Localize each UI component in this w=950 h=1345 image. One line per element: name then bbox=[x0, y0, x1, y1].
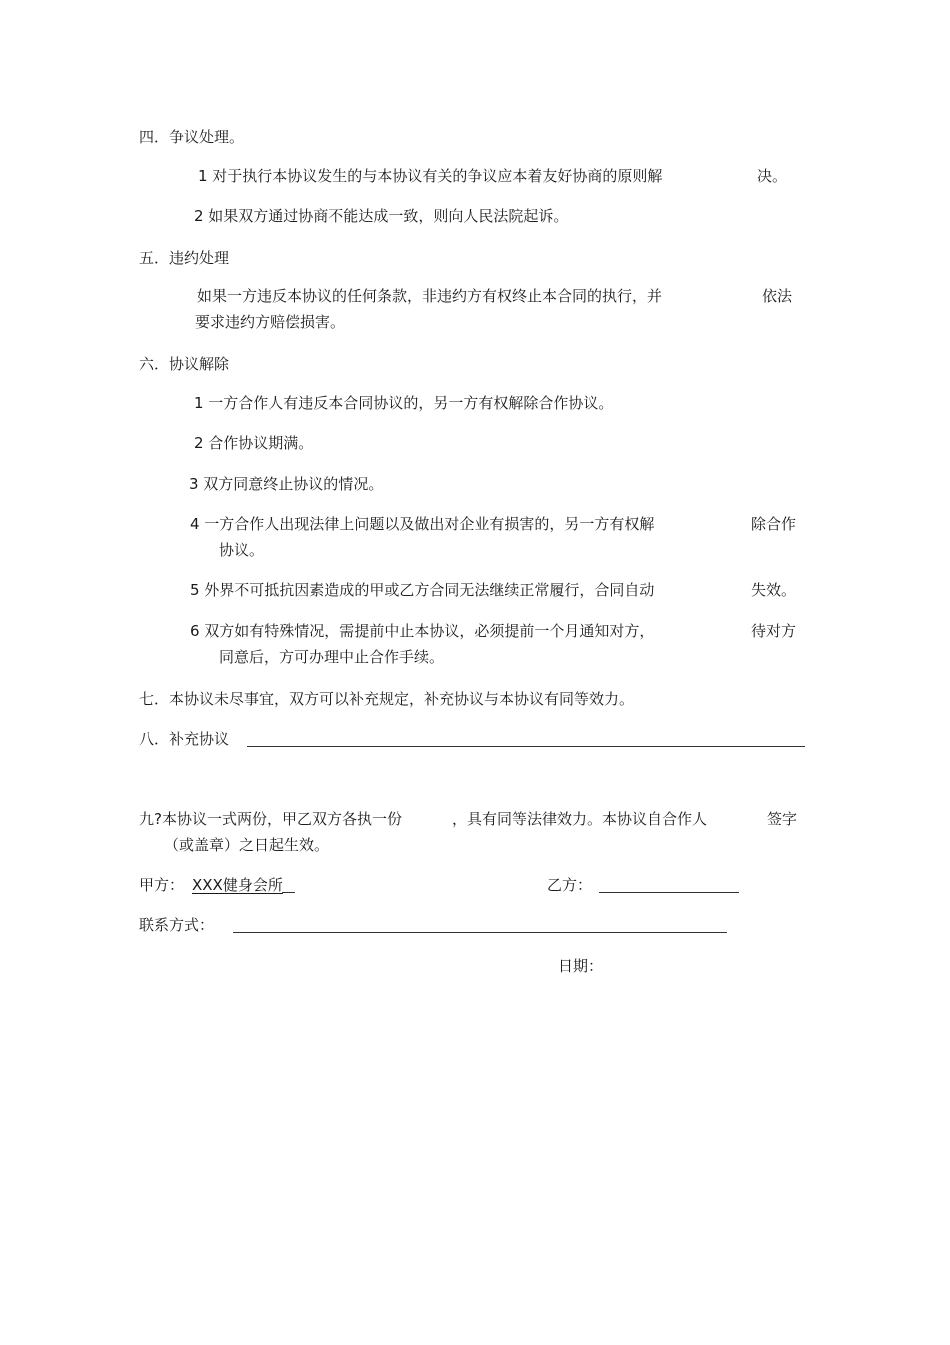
section6-item4-continued: 协议。 bbox=[219, 541, 265, 559]
contact-label: 联系方式： bbox=[139, 916, 215, 934]
section6-item5-tail: 失效。 bbox=[751, 581, 797, 599]
section6-item4-text: 4 一方合作人出现法律上问题以及做出对企业有损害的，另一方有权解 bbox=[190, 515, 655, 533]
section7-text: 七．本协议未尽事宜，双方可以补充规定，补充协议与本协议有同等效力。 bbox=[139, 690, 635, 708]
section5-text-continued: 要求违约方赔偿损害。 bbox=[195, 313, 346, 331]
party-a-label: 甲方： bbox=[139, 876, 185, 894]
section4-item1-text: 1 对于执行本协议发生的与本协议有关的争议应本着友好协商的原则解 bbox=[198, 167, 663, 185]
section6-item5-text: 5 外界不可抵抗因素造成的甲或乙方合同无法继续正常履行，合同自动 bbox=[190, 581, 655, 599]
section9-text: 九?本协议一式两份，甲乙双方各执一份 bbox=[139, 810, 402, 828]
section5-text: 如果一方违反本协议的任何条款，非违约方有权终止本合同的执行，并 bbox=[197, 287, 663, 305]
section4-item1-tail: 决。 bbox=[757, 167, 788, 185]
section9-text-middle: ，具有同等法律效力。本协议自合作人 bbox=[452, 810, 708, 828]
section6-item6-text: 6 双方如有特殊情况，需提前中止本协议，必须提前一个月通知对方， bbox=[190, 622, 655, 640]
party-b-blank-line bbox=[599, 892, 739, 893]
section6-heading: 六．协议解除 bbox=[139, 355, 230, 373]
section6-item3-text: 3 双方同意终止协议的情况。 bbox=[189, 475, 384, 493]
section6-item6-tail: 待对方 bbox=[751, 622, 797, 640]
party-a-underline-tail bbox=[282, 892, 295, 893]
section4-heading: 四．争议处理。 bbox=[139, 128, 245, 146]
date-label: 日期： bbox=[558, 957, 604, 975]
section9-text-continued: （或盖章）之日起生效。 bbox=[164, 836, 330, 854]
section6-item2-text: 2 合作协议期满。 bbox=[194, 434, 314, 452]
section4-item2-text: 2 如果双方通过协商不能达成一致，则向人民法院起诉。 bbox=[194, 207, 569, 225]
section5-text-tail: 依法 bbox=[762, 287, 793, 305]
section5-heading: 五．违约处理 bbox=[139, 249, 230, 267]
section6-item4-tail: 除合作 bbox=[751, 515, 797, 533]
party-a-value: XXX健身会所 bbox=[192, 876, 283, 894]
supplement-blank-line bbox=[247, 746, 805, 747]
section6-item6-continued: 同意后，方可办理中止合作手续。 bbox=[219, 648, 445, 666]
contact-blank-line bbox=[233, 932, 727, 933]
section6-item1-text: 1 一方合作人有违反本合同协议的，另一方有权解除合作协议。 bbox=[194, 394, 614, 412]
section8-heading: 八．补充协议 bbox=[139, 730, 230, 748]
section9-text-tail: 签字 bbox=[767, 810, 798, 828]
party-b-label: 乙方： bbox=[547, 876, 593, 894]
